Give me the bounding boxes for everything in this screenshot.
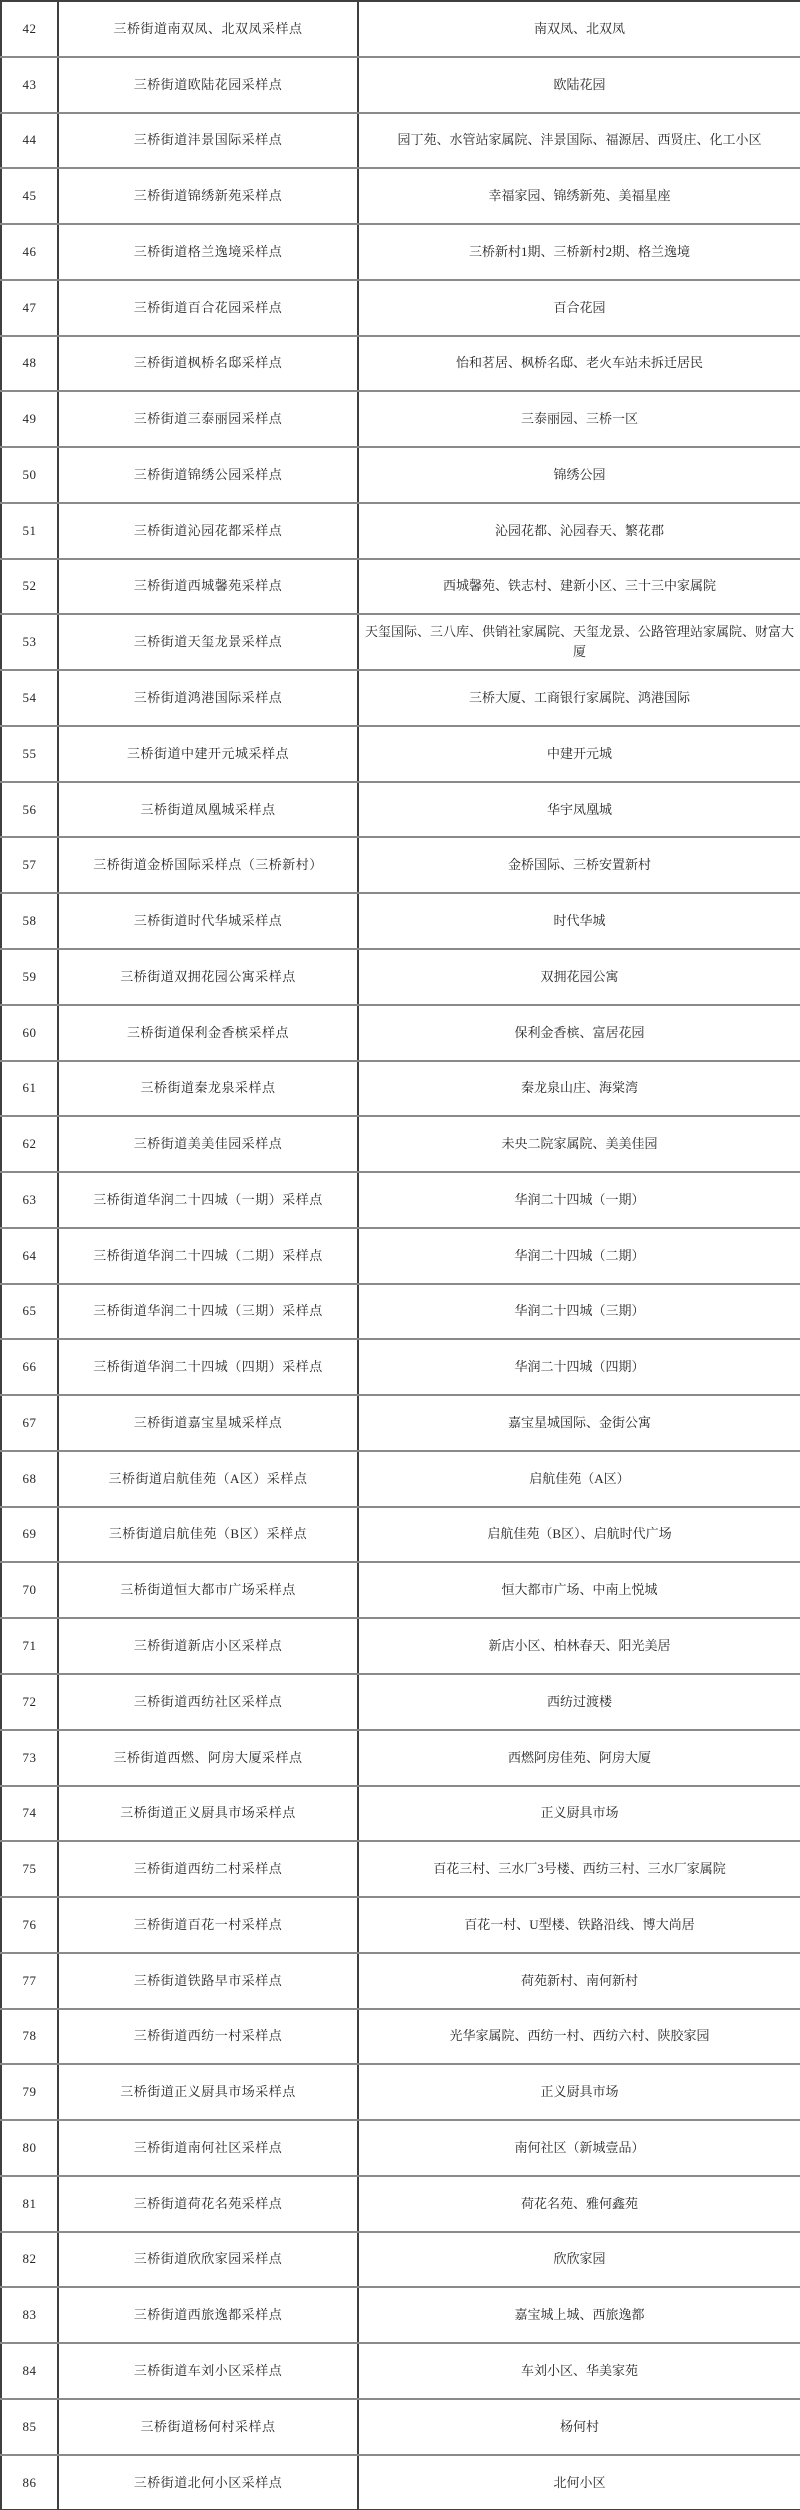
row-index-cell: 49 [1,391,58,447]
table-row [1,2287,800,2343]
sampling-point-name-cell: 三桥街道西纺社区采样点 [58,1674,358,1730]
table-row [1,559,800,615]
sampling-point-name-cell: 三桥街道铁路早市采样点 [58,1953,358,2009]
table-row [1,2176,800,2232]
coverage-area-cell: 中建开元城 [358,726,800,782]
coverage-area-cell: 西纺过渡楼 [358,1674,800,1730]
table-row [1,2343,800,2399]
coverage-area-cell: 三泰丽园、三桥一区 [358,391,800,447]
coverage-area-cell: 华宇凤凰城 [358,782,800,838]
coverage-area-cell: 怡和茗居、枫桥名邸、老火车站未拆迁居民 [358,336,800,392]
table-row [1,1284,800,1340]
row-index-cell: 50 [1,447,58,503]
row-index-cell: 57 [1,837,58,893]
table-row [1,1172,800,1228]
row-index-cell: 75 [1,1841,58,1897]
row-index-cell: 74 [1,1786,58,1842]
table-row [1,224,800,280]
coverage-area-cell: 华润二十四城（四期） [358,1339,800,1395]
coverage-area-cell: 时代华城 [358,893,800,949]
row-index-cell: 69 [1,1507,58,1563]
row-index-cell: 58 [1,893,58,949]
row-index-cell: 73 [1,1730,58,1786]
sampling-point-name-cell: 三桥街道保利金香槟采样点 [58,1005,358,1061]
coverage-area-cell: 南何社区（新城壹品） [358,2120,800,2176]
coverage-area-cell: 三桥新村1期、三桥新村2期、格兰逸境 [358,224,800,280]
sampling-point-name-cell: 三桥街道鸿港国际采样点 [58,670,358,726]
table-row [1,2232,800,2288]
table-row [1,280,800,336]
sampling-point-name-cell: 三桥街道百花一村采样点 [58,1897,358,1953]
sampling-point-name-cell: 三桥街道荷花名苑采样点 [58,2176,358,2232]
coverage-area-cell: 嘉宝城上城、西旅逸都 [358,2287,800,2343]
sampling-point-name-cell: 三桥街道格兰逸境采样点 [58,224,358,280]
row-index-cell: 54 [1,670,58,726]
sampling-point-name-cell: 三桥街道西城馨苑采样点 [58,559,358,615]
row-index-cell: 82 [1,2232,58,2288]
row-index-cell: 78 [1,2009,58,2065]
sampling-point-name-cell: 三桥街道枫桥名邸采样点 [58,336,358,392]
coverage-area-cell: 启航佳苑（B区）、启航时代广场 [358,1507,800,1563]
coverage-area-cell: 荷苑新村、南何新村 [358,1953,800,2009]
row-index-cell: 67 [1,1395,58,1451]
sampling-point-name-cell: 三桥街道凤凰城采样点 [58,782,358,838]
coverage-area-cell: 正义厨具市场 [358,2064,800,2120]
table-row [1,670,800,726]
row-index-cell: 52 [1,559,58,615]
row-index-cell: 55 [1,726,58,782]
coverage-area-cell: 恒大都市广场、中南上悦城 [358,1562,800,1618]
coverage-area-cell: 未央二院家属院、美美佳园 [358,1116,800,1172]
coverage-area-cell: 三桥大厦、工商银行家属院、鸿港国际 [358,670,800,726]
sampling-point-name-cell: 三桥街道欣欣家园采样点 [58,2232,358,2288]
coverage-area-cell: 西燃阿房佳苑、阿房大厦 [358,1730,800,1786]
coverage-area-cell: 保利金香槟、富居花园 [358,1005,800,1061]
row-index-cell: 61 [1,1061,58,1117]
table-row [1,1395,800,1451]
sampling-point-name-cell: 三桥街道锦绣新苑采样点 [58,168,358,224]
sampling-point-name-cell: 三桥街道西旅逸都采样点 [58,2287,358,2343]
sampling-point-name-cell: 三桥街道车刘小区采样点 [58,2343,358,2399]
table-row [1,893,800,949]
sampling-point-name-cell: 三桥街道金桥国际采样点（三桥新村） [58,837,358,893]
sampling-point-name-cell: 三桥街道杨何村采样点 [58,2399,358,2455]
coverage-area-cell: 沁园花都、沁园春天、繁花郡 [358,503,800,559]
coverage-area-cell: 百合花园 [358,280,800,336]
table-row [1,1674,800,1730]
table-row [1,57,800,113]
sampling-point-name-cell: 三桥街道双拥花园公寓采样点 [58,949,358,1005]
sampling-points-table-body [1,1,800,2510]
sampling-point-name-cell: 三桥街道百合花园采样点 [58,280,358,336]
coverage-area-cell: 荷花名苑、雅何鑫苑 [358,2176,800,2232]
sampling-point-name-cell: 三桥街道时代华城采样点 [58,893,358,949]
coverage-area-cell: 百花一村、U型楼、铁路沿线、博大尚居 [358,1897,800,1953]
row-index-cell: 68 [1,1451,58,1507]
row-index-cell: 64 [1,1228,58,1284]
row-index-cell: 84 [1,2343,58,2399]
sampling-point-name-cell: 三桥街道华润二十四城（四期）采样点 [58,1339,358,1395]
row-index-cell: 46 [1,224,58,280]
row-index-cell: 80 [1,2120,58,2176]
coverage-area-cell: 启航佳苑（A区） [358,1451,800,1507]
row-index-cell: 45 [1,168,58,224]
coverage-area-cell: 嘉宝星城国际、金街公寓 [358,1395,800,1451]
coverage-area-cell: 光华家属院、西纺一村、西纺六村、陕胶家园 [358,2009,800,2065]
table-row [1,1562,800,1618]
table-row [1,1618,800,1674]
coverage-area-cell: 园丁苑、水管站家属院、沣景国际、福源居、西贤庄、化工小区 [358,113,800,169]
table-row [1,2009,800,2065]
coverage-area-cell: 南双凤、北双凤 [358,1,800,57]
table-row [1,2399,800,2455]
row-index-cell: 42 [1,1,58,57]
coverage-area-cell: 秦龙泉山庄、海棠湾 [358,1061,800,1117]
sampling-point-name-cell: 三桥街道华润二十四城（一期）采样点 [58,1172,358,1228]
sampling-point-name-cell: 三桥街道三泰丽园采样点 [58,391,358,447]
table-row [1,391,800,447]
table-row [1,336,800,392]
table-row [1,837,800,893]
sampling-point-name-cell: 三桥街道沣景国际采样点 [58,113,358,169]
row-index-cell: 85 [1,2399,58,2455]
row-index-cell: 43 [1,57,58,113]
sampling-point-name-cell: 三桥街道西纺一村采样点 [58,2009,358,2065]
sampling-point-name-cell: 三桥街道秦龙泉采样点 [58,1061,358,1117]
sampling-point-name-cell: 三桥街道西燃、阿房大厦采样点 [58,1730,358,1786]
table-row [1,1116,800,1172]
sampling-point-name-cell: 三桥街道新店小区采样点 [58,1618,358,1674]
table-row [1,614,800,670]
table-row [1,949,800,1005]
sampling-point-name-cell: 三桥街道恒大都市广场采样点 [58,1562,358,1618]
coverage-area-cell: 百花三村、三水厂3号楼、西纺三村、三水厂家属院 [358,1841,800,1897]
row-index-cell: 62 [1,1116,58,1172]
table-row [1,447,800,503]
sampling-point-name-cell: 三桥街道锦绣公园采样点 [58,447,358,503]
table-row [1,1786,800,1842]
sampling-point-name-cell: 三桥街道沁园花都采样点 [58,503,358,559]
coverage-area-cell: 华润二十四城（三期） [358,1284,800,1340]
coverage-area-cell: 天玺国际、三八库、供销社家属院、天玺龙景、公路管理站家属院、财富大厦 [358,614,800,670]
row-index-cell: 53 [1,614,58,670]
row-index-cell: 72 [1,1674,58,1730]
sampling-point-name-cell: 三桥街道启航佳苑（A区）采样点 [58,1451,358,1507]
table-row [1,1228,800,1284]
row-index-cell: 71 [1,1618,58,1674]
table-row [1,726,800,782]
coverage-area-cell: 双拥花园公寓 [358,949,800,1005]
table-row [1,1841,800,1897]
table-row [1,1897,800,1953]
coverage-area-cell: 幸福家园、锦绣新苑、美福星座 [358,168,800,224]
sampling-point-name-cell: 三桥街道南双凤、北双凤采样点 [58,1,358,57]
sampling-point-name-cell: 三桥街道正义厨具市场采样点 [58,1786,358,1842]
coverage-area-cell: 欧陆花园 [358,57,800,113]
row-index-cell: 59 [1,949,58,1005]
sampling-point-name-cell: 三桥街道中建开元城采样点 [58,726,358,782]
table-row [1,1730,800,1786]
row-index-cell: 83 [1,2287,58,2343]
coverage-area-cell: 车刘小区、华美家苑 [358,2343,800,2399]
sampling-point-name-cell: 三桥街道嘉宝星城采样点 [58,1395,358,1451]
row-index-cell: 65 [1,1284,58,1340]
coverage-area-cell: 杨何村 [358,2399,800,2455]
table-row [1,503,800,559]
coverage-area-cell: 华润二十四城（二期） [358,1228,800,1284]
row-index-cell: 66 [1,1339,58,1395]
row-index-cell: 76 [1,1897,58,1953]
coverage-area-cell: 欣欣家园 [358,2232,800,2288]
table-row [1,1339,800,1395]
row-index-cell: 86 [1,2455,58,2510]
sampling-point-name-cell: 三桥街道天玺龙景采样点 [58,614,358,670]
sampling-point-name-cell: 三桥街道美美佳园采样点 [58,1116,358,1172]
sampling-point-name-cell: 三桥街道南何社区采样点 [58,2120,358,2176]
sampling-point-name-cell: 三桥街道北何小区采样点 [58,2455,358,2510]
row-index-cell: 56 [1,782,58,838]
row-index-cell: 77 [1,1953,58,2009]
row-index-cell: 70 [1,1562,58,1618]
table-row [1,168,800,224]
sampling-point-name-cell: 三桥街道西纺二村采样点 [58,1841,358,1897]
row-index-cell: 51 [1,503,58,559]
coverage-area-cell: 新店小区、柏林春天、阳光美居 [358,1618,800,1674]
coverage-area-cell: 正义厨具市场 [358,1786,800,1842]
table-row [1,782,800,838]
table-row [1,1953,800,2009]
sampling-point-name-cell: 三桥街道欧陆花园采样点 [58,57,358,113]
table-row [1,113,800,169]
table-row [1,1,800,57]
row-index-cell: 60 [1,1005,58,1061]
table-row [1,1061,800,1117]
row-index-cell: 79 [1,2064,58,2120]
row-index-cell: 81 [1,2176,58,2232]
table-row [1,1507,800,1563]
coverage-area-cell: 华润二十四城（一期） [358,1172,800,1228]
coverage-area-cell: 锦绣公园 [358,447,800,503]
row-index-cell: 63 [1,1172,58,1228]
row-index-cell: 47 [1,280,58,336]
table-row [1,2455,800,2510]
sampling-point-name-cell: 三桥街道华润二十四城（三期）采样点 [58,1284,358,1340]
coverage-area-cell: 金桥国际、三桥安置新村 [358,837,800,893]
table-row [1,2064,800,2120]
sampling-point-name-cell: 三桥街道启航佳苑（B区）采样点 [58,1507,358,1563]
table-row [1,1005,800,1061]
sampling-point-name-cell: 三桥街道正义厨具市场采样点 [58,2064,358,2120]
row-index-cell: 44 [1,113,58,169]
sampling-point-name-cell: 三桥街道华润二十四城（二期）采样点 [58,1228,358,1284]
table-row [1,2120,800,2176]
coverage-area-cell: 北何小区 [358,2455,800,2510]
coverage-area-cell: 西城馨苑、铁志村、建新小区、三十三中家属院 [358,559,800,615]
table-row [1,1451,800,1507]
row-index-cell: 48 [1,336,58,392]
